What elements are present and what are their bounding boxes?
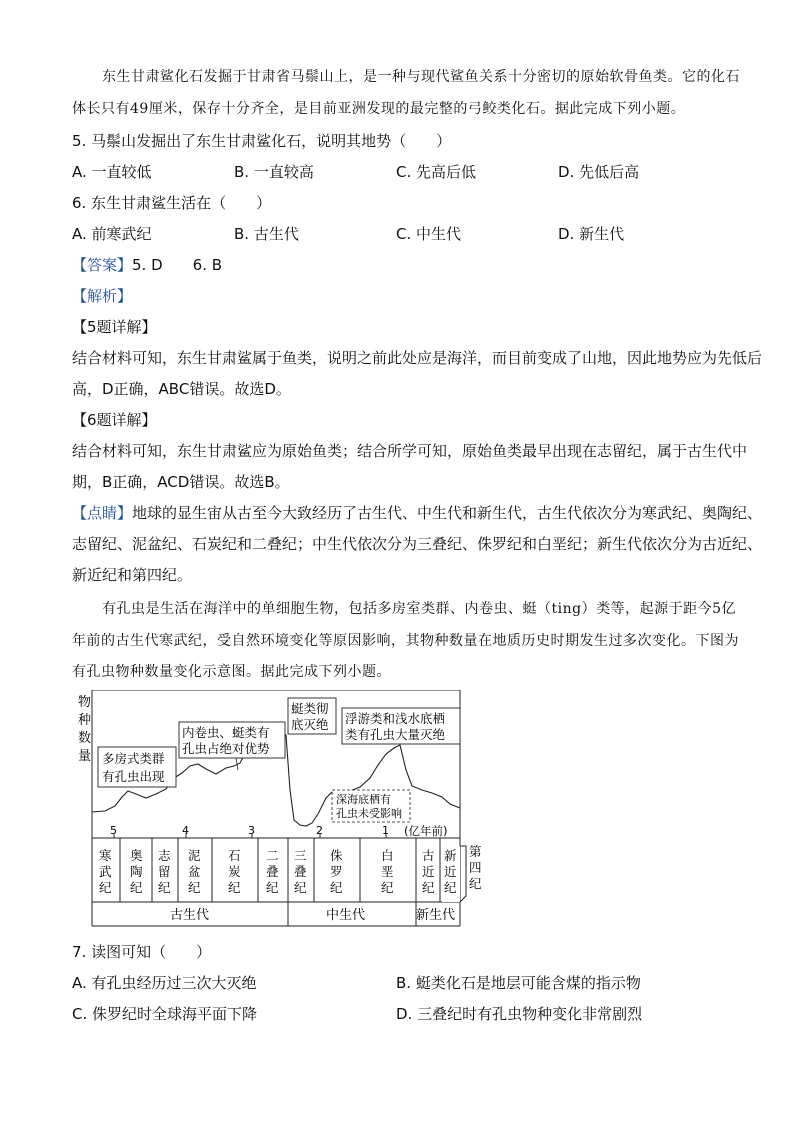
answer-label: 【答案】 — [72, 256, 133, 274]
era-cenozoic: 新生代 — [416, 908, 456, 923]
detail-6-line-1: 结合材料可知，东生甘肃鲨应为原始鱼类；结合所学可知，原始鱼类最早出现在志留纪，属于古生代中 — [72, 442, 748, 460]
tick-4: 4 — [182, 824, 189, 837]
period-5-char-1: 叠 — [266, 864, 279, 879]
question-6-stem: 6. 东生甘肃鲨生活在（ ） — [72, 194, 272, 212]
period-9-char-1: 近 — [422, 864, 435, 879]
tip-label: 【点睛】 — [72, 504, 133, 522]
q5-option-d: D. 先低后高 — [558, 163, 640, 181]
period-8-char-0: 白 — [381, 848, 394, 863]
period-5-char-0: 二 — [266, 848, 279, 863]
ylabel-char-2: 数 — [78, 731, 92, 746]
period-11-char-2: 纪 — [469, 876, 482, 891]
q6-option-d: D. 新生代 — [558, 225, 625, 243]
era-mesozoic: 中生代 — [326, 908, 366, 923]
period-11-char-0: 第 — [469, 844, 482, 859]
detail-6-title: 【6题详解】 — [72, 411, 157, 429]
period-7 — [330, 848, 343, 895]
question-7-stem: 7. 读图可知（ ） — [72, 943, 212, 961]
period-2-char-2: 纪 — [158, 880, 171, 895]
q7-option-b: B. 蜓类化石是地层可能含煤的指示物 — [396, 974, 641, 992]
detail-5-title: 【5题详解】 — [72, 318, 157, 336]
period-1-char-1: 陶 — [130, 864, 143, 879]
box-3-line-1: 蜓类彻 — [291, 701, 329, 716]
period-11-char-1: 四 — [469, 860, 482, 875]
period-3-char-0: 泥 — [188, 848, 201, 863]
box-1-line-1: 多房式类群 — [102, 751, 165, 766]
period-7-char-1: 罗 — [330, 864, 343, 879]
period-3-char-1: 盆 — [188, 864, 201, 879]
period-0 — [99, 848, 112, 895]
box-4-line-2: 类有孔虫大量灭绝 — [345, 727, 446, 742]
period-7-char-0: 侏 — [330, 848, 343, 863]
analysis-label: 【解析】 — [72, 287, 133, 305]
period-4 — [228, 848, 241, 895]
box-3-line-2: 底灭绝 — [291, 717, 329, 732]
detail-5-line-2: 高，D正确，ABC错误。故选D。 — [72, 380, 291, 398]
tip-text-1: 地球的显生宙从古至今大致经历了古生代、中生代和新生代，古生代依次分为寒武纪、奥陶纪、 — [132, 504, 763, 522]
period-5 — [266, 848, 279, 895]
q7-option-c: C. 侏罗纪时全球海平面下降 — [72, 1005, 258, 1023]
box-5-line-2: 孔虫未受影响 — [336, 807, 402, 820]
foraminifera-diagram — [70, 690, 490, 928]
period-10-char-1: 近 — [444, 864, 457, 879]
tick-2: 2 — [316, 824, 323, 837]
period-9-char-0: 古 — [422, 848, 435, 863]
q5-option-b: B. 一直较高 — [234, 163, 314, 181]
material-2-line-3: 有孔虫物种数量变化示意图。据此完成下列小题。 — [72, 664, 391, 680]
box-1-line-2: 有孔虫出现 — [102, 769, 165, 784]
answer-text: 5. D 6. B — [132, 256, 223, 274]
period-8-char-2: 纪 — [381, 880, 394, 895]
period-4-char-0: 石 — [228, 848, 241, 863]
era-paleozoic: 古生代 — [170, 908, 210, 923]
period-9 — [422, 848, 435, 895]
box-5-line-1: 深海底栖有 — [336, 793, 391, 806]
period-7-char-2: 纪 — [330, 880, 343, 895]
period-10-char-2: 纪 — [444, 880, 457, 895]
period-6-char-2: 纪 — [294, 880, 307, 895]
period-4-char-1: 炭 — [228, 864, 241, 879]
period-3 — [188, 848, 201, 895]
material-1-line-2: 体长只有49厘米，保存十分齐全，是目前亚洲发现的最完整的弓鲛类化石。据此完成下列小题。 — [72, 101, 686, 117]
period-1 — [130, 848, 143, 895]
ylabel-char-1: 种 — [78, 713, 92, 728]
q6-option-a: A. 前寒武纪 — [72, 225, 152, 243]
q6-option-b: B. 古生代 — [234, 225, 299, 243]
material-1-line-1: 东生甘肃鲨化石发掘于甘肃省马鬃山上，是一种与现代鲨鱼关系十分密切的原始软骨鱼类。它的化石 — [102, 69, 740, 85]
period-0-char-1: 武 — [99, 864, 112, 879]
tip-line-2: 志留纪、泥盆纪、石炭纪和二叠纪；中生代依次分为三叠纪、侏罗纪和白垩纪；新生代依次分为古近纪、 — [72, 535, 763, 553]
tick-1: 1 — [382, 824, 389, 837]
period-4-char-2: 纪 — [228, 880, 241, 895]
period-0-char-2: 纪 — [99, 880, 112, 895]
period-0-char-0: 寒 — [99, 848, 112, 863]
period-6-char-1: 叠 — [294, 864, 307, 879]
q6-option-c: C. 中生代 — [396, 225, 462, 243]
quaternary-bracket — [460, 846, 466, 902]
ylabel-char-0: 物 — [78, 695, 92, 710]
period-9-char-2: 纪 — [422, 880, 435, 895]
period-10 — [444, 848, 457, 895]
box-2-line-1: 内卷虫、蜓类有 — [182, 725, 270, 740]
tip-line-3: 新近纪和第四纪。 — [72, 566, 193, 584]
period-11 — [469, 844, 482, 891]
q7-option-a: A. 有孔虫经历过三次大灭绝 — [72, 974, 257, 992]
period-6-char-0: 三 — [294, 848, 307, 863]
detail-6-line-2: 期，B正确，ACD错误。故选B。 — [72, 473, 290, 491]
q7-option-d: D. 三叠纪时有孔虫物种变化非常剧烈 — [396, 1005, 643, 1023]
period-3-char-2: 纪 — [188, 880, 201, 895]
tip-line-1 — [72, 502, 762, 524]
period-2-char-0: 志 — [158, 848, 171, 863]
period-8-char-1: 垩 — [381, 864, 394, 879]
box-4-line-1: 浮游类和浅水底栖 — [345, 711, 446, 726]
tick-5: 5 — [110, 824, 117, 837]
period-6 — [294, 848, 307, 895]
tick-3: 3 — [248, 824, 255, 837]
material-2-line-1: 有孔虫是生活在海洋中的单细胞生物，包括多房室类群、内卷虫、蜓（ting）类等，起源于距今5亿 — [102, 601, 736, 617]
period-1-char-2: 纪 — [130, 880, 143, 895]
period-10-char-0: 新 — [444, 848, 457, 863]
period-2 — [158, 848, 171, 895]
material-2-line-2: 年前的古生代寒武纪，受自然环境变化等原因影响，其物种数量在地质历史时期发生过多次变化。下图为 — [72, 633, 739, 649]
period-1-char-0: 奥 — [130, 848, 143, 863]
answer-line — [72, 254, 222, 276]
box-2-line-2: 孔虫占绝对优势 — [182, 741, 270, 756]
period-5-char-2: 纪 — [266, 880, 279, 895]
detail-5-line-1: 结合材料可知，东生甘肃鲨属于鱼类，说明之前此处应是海洋，而目前变成了山地，因此地势应为先低后 — [72, 349, 763, 367]
axis-unit: (亿年前) — [404, 824, 448, 838]
question-5-stem: 5. 马鬃山发掘出了东生甘肃鲨化石，说明其地势（ ） — [72, 132, 452, 150]
q5-option-a: A. 一直较低 — [72, 163, 152, 181]
ylabel-char-3: 量 — [78, 749, 92, 764]
q5-option-c: C. 先高后低 — [396, 163, 477, 181]
period-2-char-1: 留 — [158, 864, 171, 879]
period-8 — [381, 848, 394, 895]
